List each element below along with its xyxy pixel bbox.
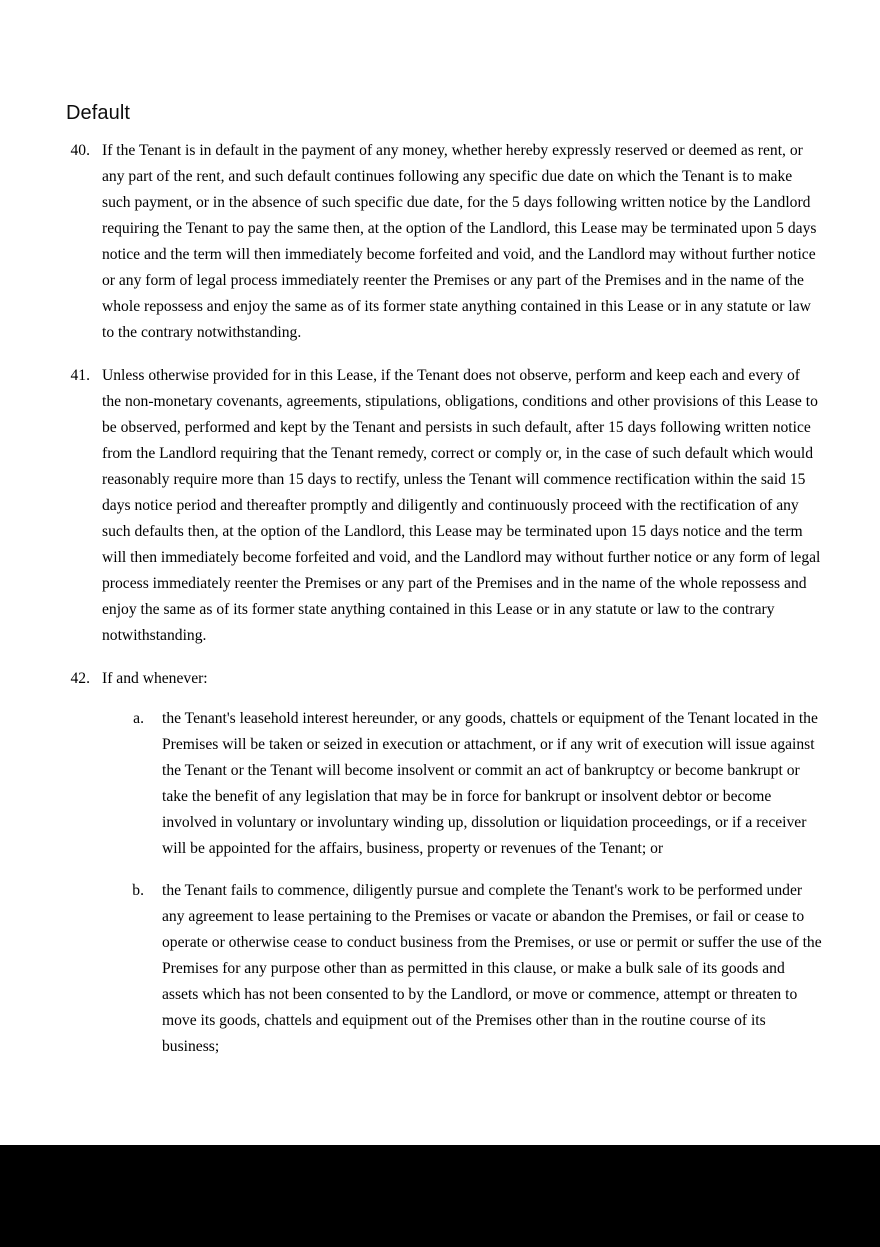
- sub-clause-item-a: [120, 706, 822, 862]
- clause-number: 41.: [70, 367, 90, 384]
- document-content: [66, 100, 822, 1060]
- clause-body: If the Tenant is in default in the payment of any money, whether hereby expressly reserved or deemed as rent, or any part of the rent, and such default continues following any specific due date on which the Tenant is to make such payment, or in the absence of such specific due date, for the 5 days following written notice by the Landlord requiring the Tenant to pay the same then, at the option of the Landlord, this Lease may be terminated upon 5 days notice and the term will then immediately become forfeited and void, and the Landlord may without further notice or any form of legal process immediately reenter the Premises or any part of the Premises and in the name of the whole repossess and enjoy the same as of its former state anything contained in this Lease or in any statute or law to the contrary notwithstanding.: [102, 142, 817, 341]
- sub-clause-list: [102, 706, 822, 1060]
- sub-clause-letter: b.: [132, 882, 144, 899]
- sub-clause-body: the Tenant's leasehold interest hereunder, or any goods, chattels or equipment of the Tenant located in the Premises will be taken or seized in execution or attachment, or if any writ of execution will issue against the Tenant or the Tenant will become insolvent or commit an act of bankruptcy or become bankrupt or take the benefit of any legislation that may be in force for bankrupt or insolvent debtor or become involved in voluntary or involuntary winding up, dissolution or liquidation proceedings, or if a receiver will be appointed for the affairs, business, property or revenues of the Tenant; or: [162, 710, 818, 857]
- page-title: Default: [66, 102, 131, 124]
- clause-body: If and whenever:: [102, 670, 208, 687]
- sub-clause-item-b: [120, 878, 822, 1060]
- sub-clause-body: the Tenant fails to commence, diligently pursue and complete the Tenant's work to be performed under any agreement to lease pertaining to the Premises or vacate or abandon the Premises, or fail or cease to operate or otherwise cease to conduct business from the Premises, or use or permit or suffer the use of the Premises for any purpose other than as permitted in this clause, or make a bulk sale of its goods and assets which has not been consented to by the Landlord, or move or commence, attempt or threaten to move its goods, chattels and equipment out of the Premises other than in the routine course of its business;: [162, 882, 822, 1055]
- clause-list: [66, 138, 822, 1060]
- page-bottom-bar: [0, 1145, 880, 1247]
- clause-body: Unless otherwise provided for in this Lease, if the Tenant does not observe, perform and keep each and every of the non-monetary covenants, agreements, stipulations, obligations, conditions and other provisions of this Lease to be observed, performed and kept by the Tenant and persists in such default, after 15 days following written notice from the Landlord requiring that the Tenant remedy, correct or comply or, in the case of such default which would reasonably require more than 15 days to rectify, unless the Tenant will commence rectification within the said 15 days notice period and thereafter promptly and diligently and continuously proceed with the rectification of any such defaults then, at the option of the Landlord, this Lease may be terminated upon 15 days notice and the term will then immediately become forfeited and void, and the Landlord may without further notice or any form of legal process immediately reenter the Premises or any part of the Premises and in the name of the whole repossess and enjoy the same as of its former state anything contained in this Lease or in any statute or law to the contrary notwithstanding.: [102, 367, 821, 644]
- clause-item-41: [66, 363, 822, 649]
- clause-item-42: [66, 666, 822, 1060]
- clause-number: 40.: [70, 142, 90, 159]
- sub-clause-letter: a.: [133, 710, 144, 727]
- clause-number: 42.: [70, 670, 90, 687]
- clause-item-40: [66, 138, 822, 346]
